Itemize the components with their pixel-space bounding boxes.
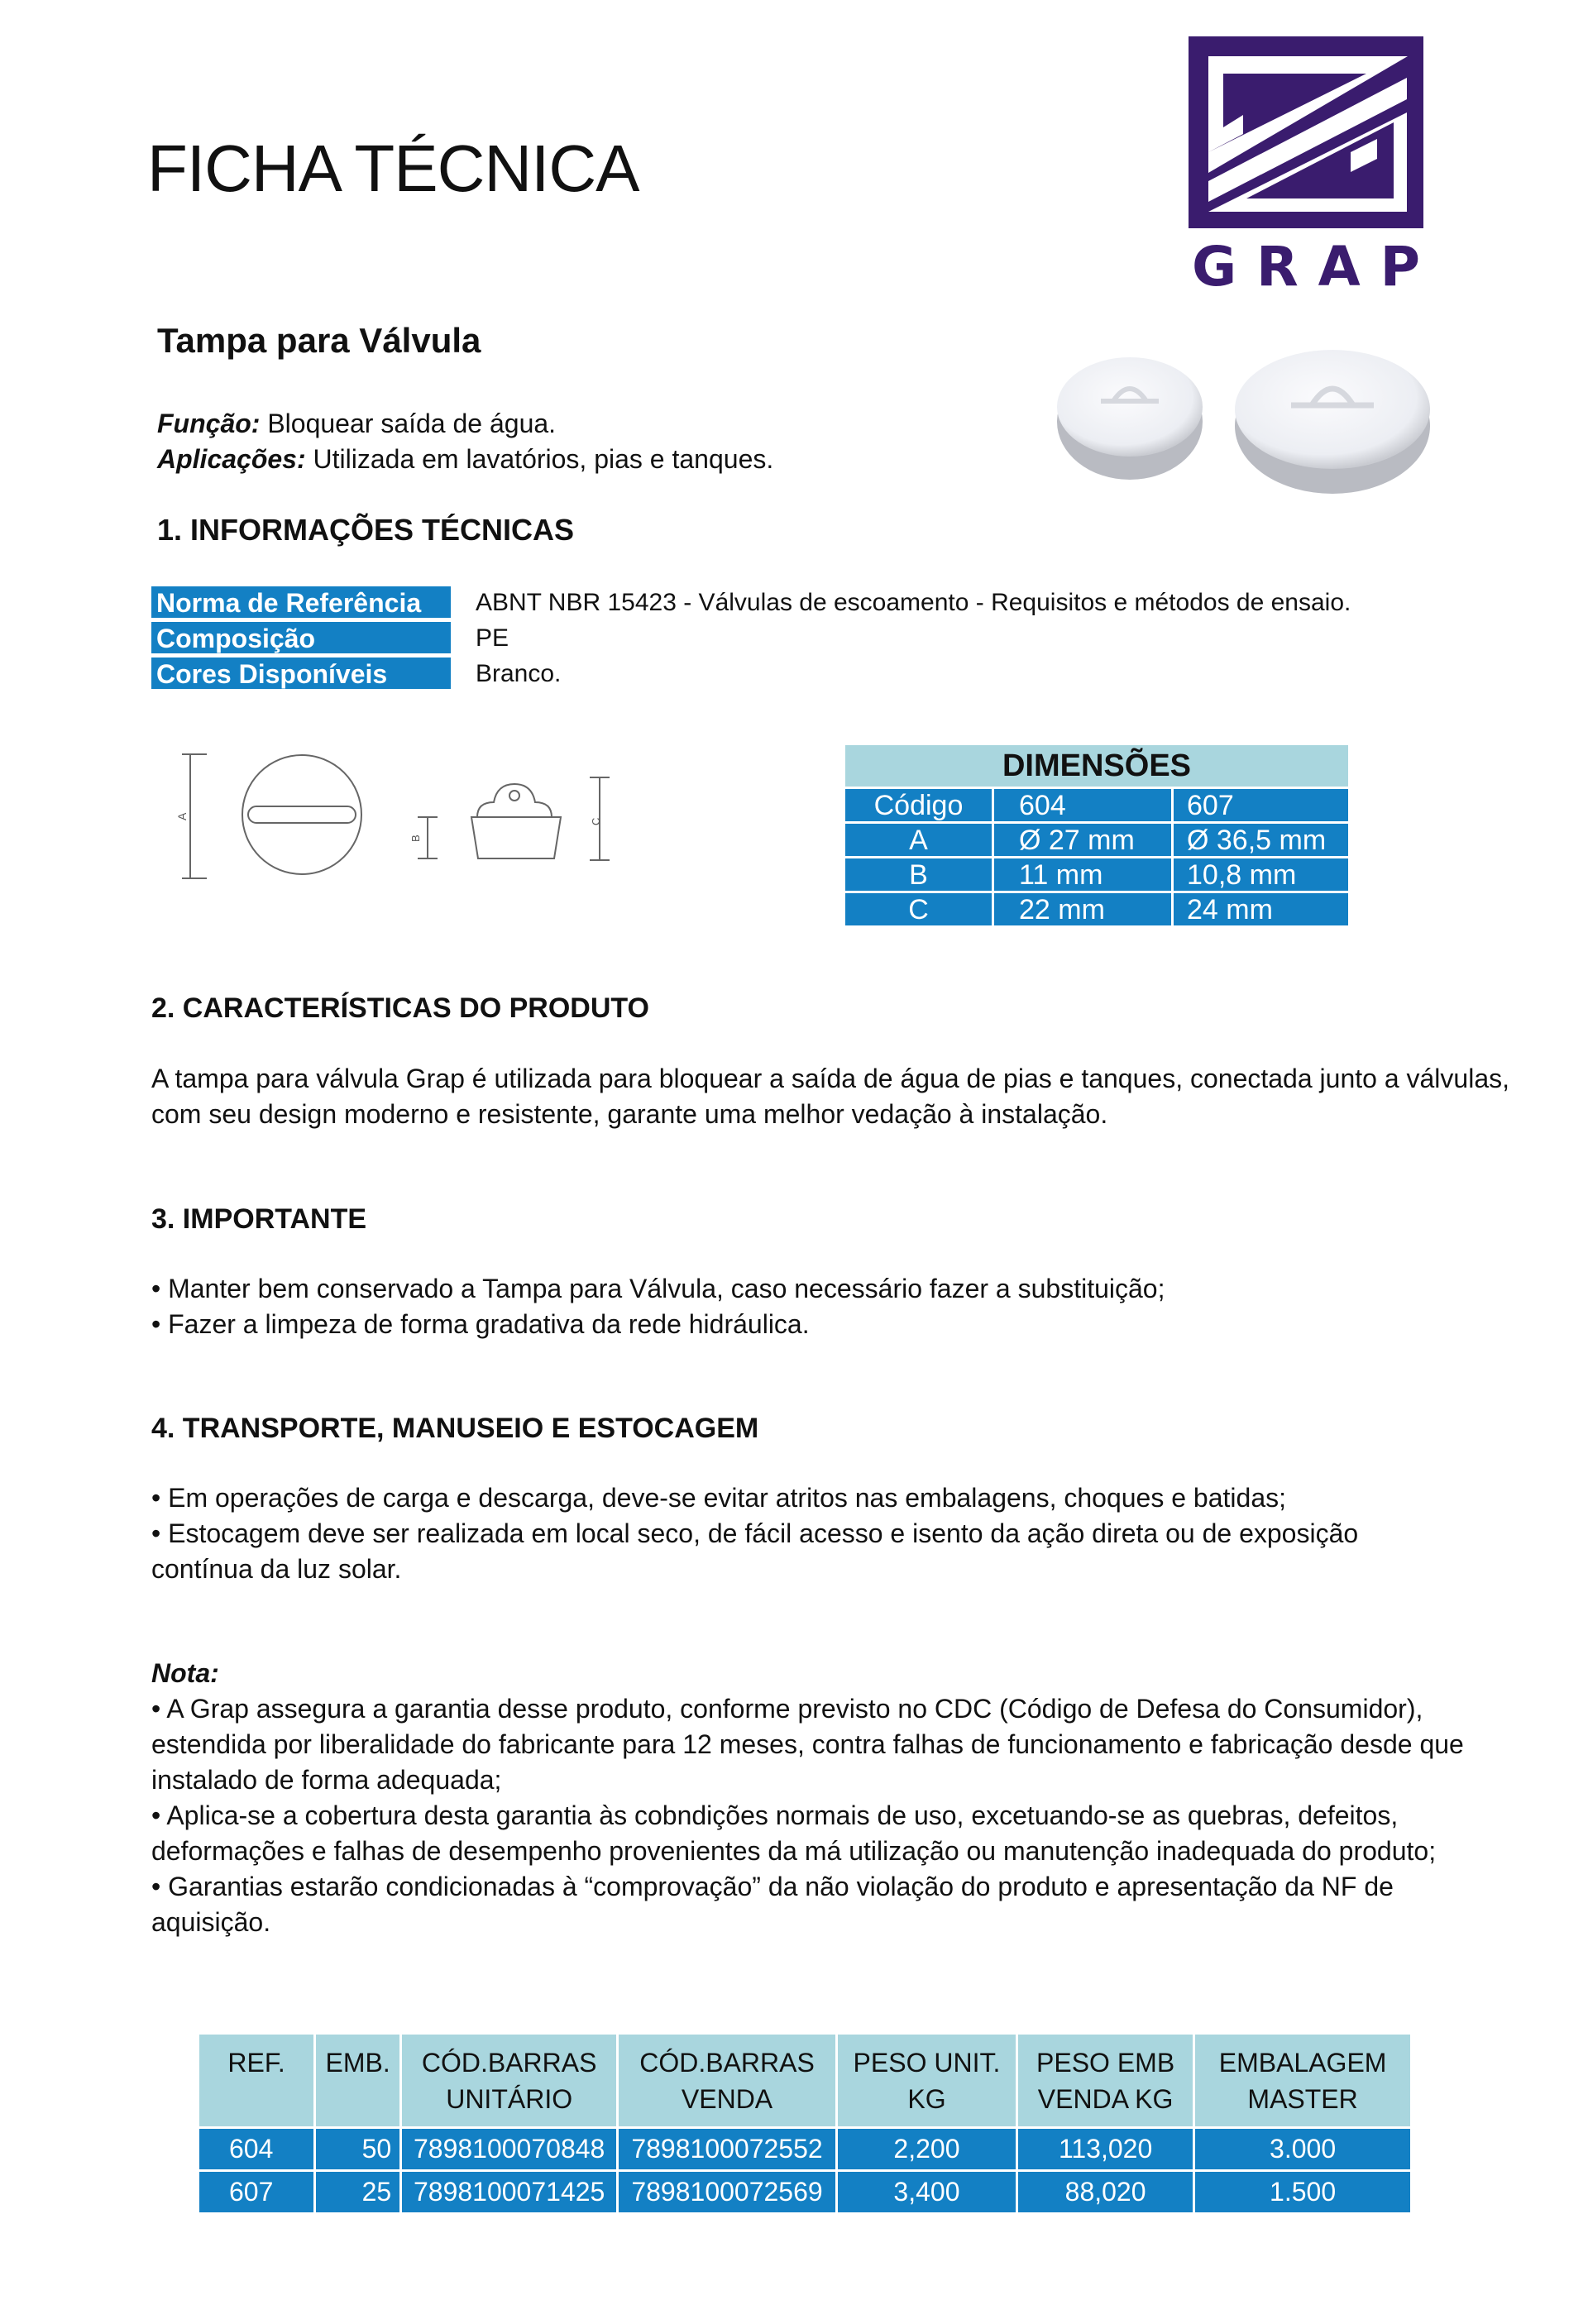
column-header xyxy=(1017,2034,1194,2128)
cell: C xyxy=(844,892,993,927)
info-row xyxy=(151,586,1351,620)
cell: 607 xyxy=(1173,788,1350,823)
table-row xyxy=(844,788,1350,823)
column-header xyxy=(1194,2034,1412,2128)
dimension-drawing-icon xyxy=(170,744,633,889)
function-line xyxy=(157,409,556,439)
valve-caps-image xyxy=(1051,331,1440,496)
table-row xyxy=(198,2128,1412,2171)
section-4-heading: 4. TRANSPORTE, MANUSEIO E ESTOCAGEM xyxy=(151,1413,759,1444)
table-cell: 3,400 xyxy=(836,2171,1016,2214)
info-value: ABNT NBR 15423 - Válvulas de escoamento - Requisitos e métodos de ensaio. xyxy=(476,589,1351,616)
cell: 24 mm xyxy=(1173,892,1350,927)
header-text: REF. xyxy=(227,2047,285,2078)
header-text: CÓD.BARRAS xyxy=(421,2047,597,2078)
logo-wordmark: G R A P xyxy=(1192,235,1420,299)
header-text xyxy=(316,2081,399,2117)
table-cell: 607 xyxy=(198,2171,315,2214)
cell: 22 mm xyxy=(993,892,1173,927)
column-header xyxy=(198,2034,315,2128)
table-cell: 1.500 xyxy=(1194,2171,1412,2214)
header-text: VENDA xyxy=(681,2083,773,2114)
header-text: PESO EMB xyxy=(1036,2047,1175,2078)
list-item: • Estocagem deve ser realizada em local seco, de fácil acesso e isento da ação direta ou de exposição contínua da luz solar. xyxy=(151,1518,1359,1584)
table-cell: 113,020 xyxy=(1017,2128,1194,2171)
applications-value: Utilizada em lavatórios, pias e tanques. xyxy=(305,444,774,474)
table-row xyxy=(844,858,1350,892)
table-cell: 7898100072569 xyxy=(618,2171,837,2214)
section-2-text: A tampa para válvula Grap é utilizada para bloquear a saída de água de pias e tanques, conectada junto a válvulas, com seu design moderno e resistente, garante uma melhor vedação à instalação. xyxy=(151,1064,1509,1129)
cell: 10,8 mm xyxy=(1173,858,1350,892)
header-text: KG xyxy=(907,2083,946,2114)
section-3-list xyxy=(151,1271,1516,1342)
note-label: Nota: xyxy=(151,1658,219,1688)
table-cell: 7898100070848 xyxy=(401,2128,618,2171)
info-label: Cores Disponíveis xyxy=(151,658,451,691)
table-cell: 7898100072552 xyxy=(618,2128,837,2171)
list-item: • Fazer a limpeza de forma gradativa da rede hidráulica. xyxy=(151,1309,810,1339)
list-item: • Em operações de carga e descarga, deve-se evitar atritos nas embalagens, choques e batidas; xyxy=(151,1483,1286,1513)
logo-mark-icon xyxy=(1189,36,1423,228)
table-cell: 3.000 xyxy=(1194,2128,1412,2171)
table-row xyxy=(844,823,1350,858)
table-cell: 604 xyxy=(198,2128,315,2171)
list-item: • Garantias estarão condicionadas à “comprovação” da não violação do produto e apresentação da NF de aquisição. xyxy=(151,1872,1394,1937)
section-1-heading: 1. INFORMAÇÕES TÉCNICAS xyxy=(157,513,575,547)
info-label: Norma de Referência xyxy=(151,586,451,619)
column-header xyxy=(836,2034,1016,2128)
applications-line xyxy=(157,444,773,475)
column-header xyxy=(315,2034,401,2128)
header-text xyxy=(199,2081,313,2117)
dim-label-a: A xyxy=(175,812,189,820)
product-photo xyxy=(1051,331,1440,496)
info-row xyxy=(151,657,1351,691)
function-value: Bloquear saída de água. xyxy=(260,409,557,438)
applications-label: Aplicações: xyxy=(157,444,306,474)
column-header xyxy=(618,2034,837,2128)
table-row xyxy=(844,892,1350,927)
list-item: • Aplica-se a cobertura desta garantia às cobndições normais de uso, excetuando-se as quebras, defeitos, deformações e falhas de desempenho provenientes da má utilização ou manutenção inadequada do produto; xyxy=(151,1800,1437,1866)
list-item: • Manter bem conservado a Tampa para Válvula, caso necessário fazer a substituição; xyxy=(151,1274,1165,1303)
header-text: VENDA KG xyxy=(1037,2083,1174,2114)
function-label: Função: xyxy=(157,409,261,438)
product-name: Tampa para Válvula xyxy=(157,321,481,360)
header-text: CÓD.BARRAS xyxy=(639,2047,815,2078)
section-2-heading: 2. CARACTERÍSTICAS DO PRODUTO xyxy=(151,992,649,1024)
cell: Ø 36,5 mm xyxy=(1173,823,1350,858)
technical-drawing xyxy=(170,744,633,893)
technical-info-table xyxy=(151,586,1351,692)
table-cell: 7898100071425 xyxy=(401,2171,618,2214)
cell: Código xyxy=(844,788,993,823)
table-cell: 2,200 xyxy=(836,2128,1016,2171)
info-value: PE xyxy=(476,624,509,652)
info-value: Branco. xyxy=(476,660,562,687)
note-block xyxy=(151,1656,1475,1940)
info-label: Composição xyxy=(151,622,451,655)
grap-logo xyxy=(1189,36,1423,299)
list-item: • A Grap assegura a garantia desse produto, conforme previsto no CDC (Código de Defesa do Consumidor), estendida por liberalidade do fabricante para 12 meses, contra falhas de funcionamento e fabricação desde que instalado de forma adequada; xyxy=(151,1694,1464,1795)
cell: A xyxy=(844,823,993,858)
table-cell: 25 xyxy=(315,2171,401,2214)
dimensions-table xyxy=(843,743,1351,928)
header-text: EMBALAGEM xyxy=(1218,2047,1387,2078)
table-row xyxy=(198,2171,1412,2214)
header-text: EMB. xyxy=(325,2047,390,2078)
header-row xyxy=(198,2034,1412,2128)
header-text: MASTER xyxy=(1247,2083,1358,2114)
info-row xyxy=(151,621,1351,656)
dimensions-title: DIMENSÕES xyxy=(844,744,1350,788)
cell: 604 xyxy=(993,788,1173,823)
dim-label-b: B xyxy=(409,834,422,842)
table-cell: 50 xyxy=(315,2128,401,2171)
page-title: FICHA TÉCNICA xyxy=(147,132,639,205)
cell: Ø 27 mm xyxy=(993,823,1173,858)
header-text: UNITÁRIO xyxy=(446,2083,573,2114)
dim-label-c: C xyxy=(590,817,602,825)
column-header xyxy=(401,2034,618,2128)
cell: 11 mm xyxy=(993,858,1173,892)
header-text: PESO UNIT. xyxy=(853,2047,1001,2078)
table-cell: 88,020 xyxy=(1017,2171,1194,2214)
cell: B xyxy=(844,858,993,892)
section-4-list xyxy=(151,1480,1375,1587)
packaging-table xyxy=(197,2032,1413,2215)
section-3-heading: 3. IMPORTANTE xyxy=(151,1203,367,1235)
